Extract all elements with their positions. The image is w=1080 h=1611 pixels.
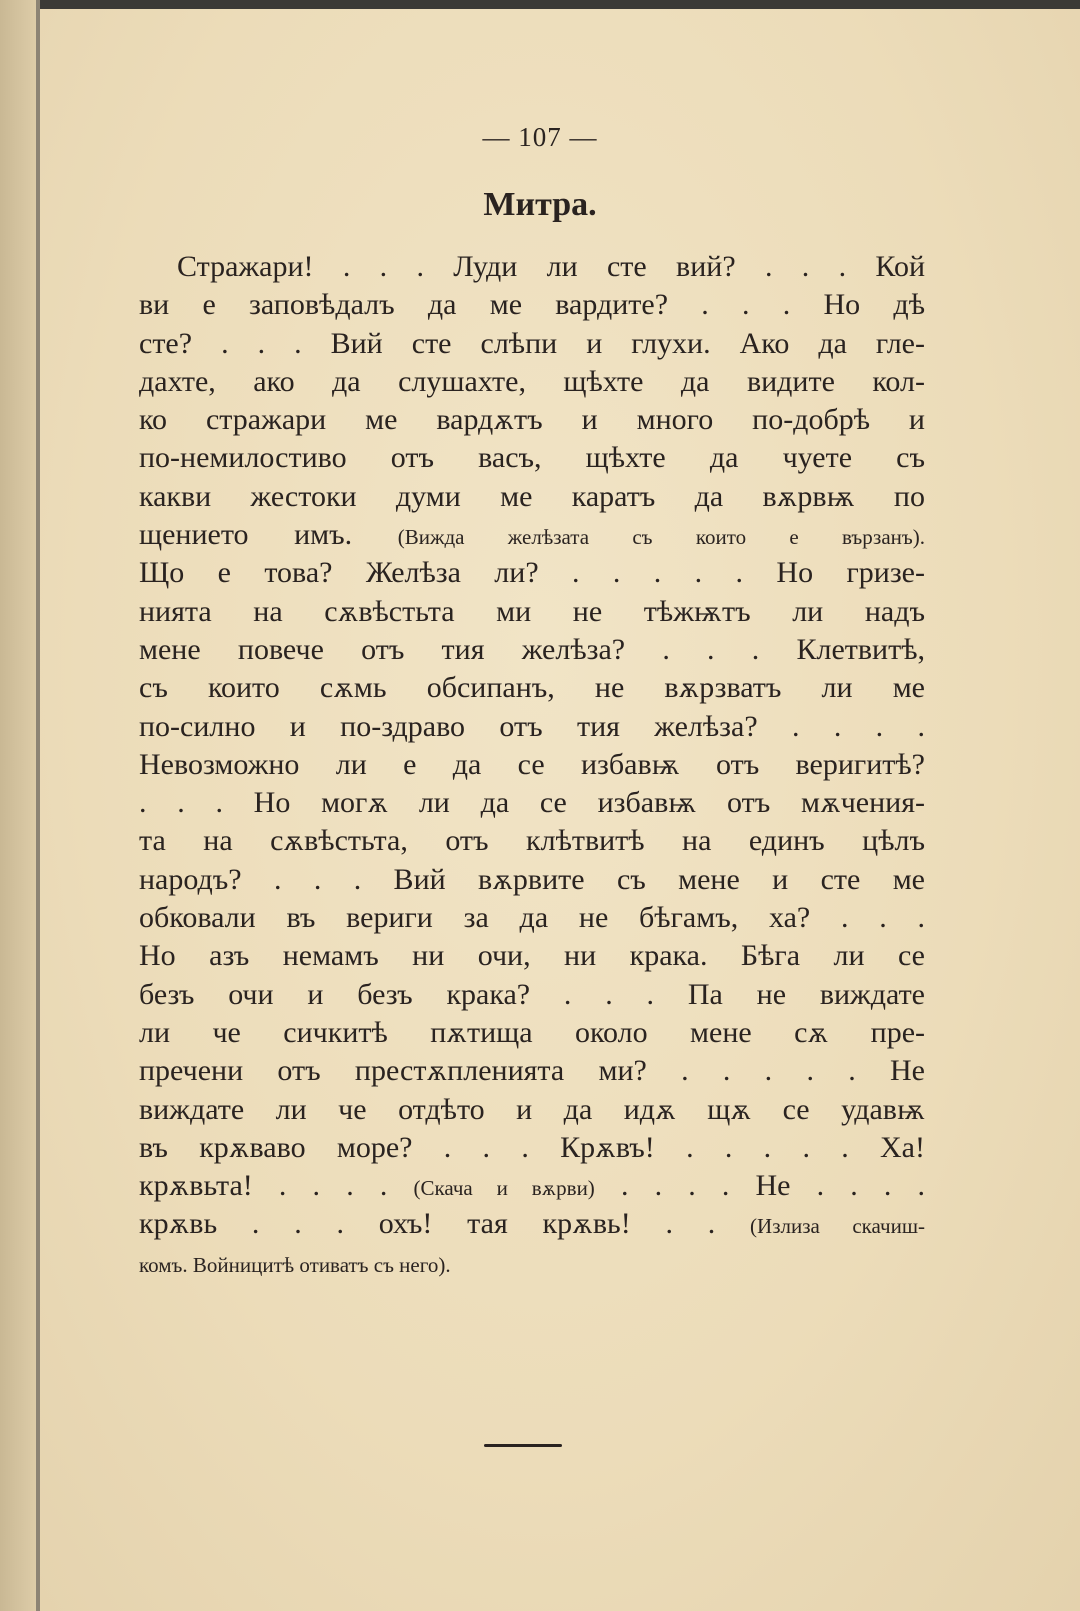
text-segment: съ които сѫмь обсипанъ, не вѫрзватъ ли ме [139, 671, 925, 705]
text-line [139, 669, 925, 707]
text-line [139, 822, 925, 860]
text-line [139, 516, 925, 554]
text-segment: пречени отъ престѫпленията ми? . . . . . Не [139, 1054, 925, 1088]
text-segment: сте? . . . Вий сте слѣпи и глухи. Ако да гле- [139, 326, 925, 360]
text-line [139, 401, 925, 439]
text-line [139, 325, 925, 363]
text-line [139, 976, 925, 1014]
text-segment: Но азъ немамъ ни очи, ни крака. Бѣга ли се [139, 939, 925, 973]
text-segment: ли че сичкитѣ пѫтища около мене сѫ пре- [139, 1015, 925, 1049]
page-number: — 107 — [482, 122, 598, 152]
text-line [139, 363, 925, 401]
text-line [139, 1244, 925, 1282]
text-segment: виждате ли че отдѣто и да идѫ щѫ се удавѭ [139, 1092, 925, 1126]
text-segment: та на сѫвѣстьта, отъ клѣтвитѣ на единъ цѣлъ [139, 824, 925, 858]
text-segment: народъ? . . . Вий вѫрвите съ мене и сте ме [139, 862, 925, 896]
text-segment: безъ очи и безъ крака? . . . Па не виждате [139, 977, 925, 1011]
scan-top-edge [0, 0, 1080, 9]
text-segment: по-силно и по-здраво отъ тия желѣза? . . . . [139, 709, 925, 743]
text-line [139, 708, 925, 746]
text-segment: какви жестоки думи ме каратъ да вѫрвѭ по [139, 479, 925, 513]
text-segment: . . . . Не . . . . [620, 1169, 925, 1203]
text-segment: по-немилостиво отъ васъ, щѣхте да чуете съ [139, 441, 925, 475]
text-line [139, 1167, 925, 1205]
text-segment: въ крѫваво море? . . . Крѫвъ! . . . . . Ха! [139, 1130, 925, 1164]
text-line [139, 1129, 925, 1167]
text-segment: ко стражари ме вардѫтъ и много по-добрѣ и [139, 403, 925, 437]
text-segment: Що е това? Желѣза ли? . . . . . Но гризе- [139, 556, 925, 590]
text-line [139, 439, 925, 477]
text-segment: ви е заповѣдалъ да ме вардите? . . . Но дѣ [139, 288, 925, 322]
book-spine [0, 0, 36, 1611]
section-title: Митра. [483, 186, 597, 223]
text-line [139, 478, 925, 516]
text-line [139, 248, 925, 286]
text-line [139, 937, 925, 975]
stage-direction: (Скача и вѫрви) [413, 1176, 595, 1201]
text-segment: Стражари! . . . Луди ли сте вий? . . . Кой [177, 250, 925, 283]
text-line [139, 899, 925, 937]
text-line [139, 1014, 925, 1052]
text-line [139, 286, 925, 324]
text-segment: крѫвь . . . охъ! тая крѫвь! . . [139, 1207, 716, 1241]
text-line [139, 1052, 925, 1090]
text-segment: Невозможно ли е да се избавѭ отъ веригитѣ? [139, 747, 925, 781]
text-segment: дахте, ако да слушахте, щѣхте да видите кол- [139, 364, 925, 398]
text-segment: щението имъ. [139, 518, 353, 552]
text-segment: . . . Но могѫ ли да се избавѭ отъ мѫчения- [139, 786, 925, 820]
body-text [139, 248, 925, 1282]
stage-direction: (Вижда желѣзата съ които е вързанъ). [397, 525, 926, 550]
text-line [139, 631, 925, 669]
text-line [139, 1205, 925, 1243]
page-edge-line [36, 0, 40, 1611]
text-segment: обковали въ вериги за да не бѣгамъ, ха? . . . [139, 901, 925, 935]
stage-direction: (Излиза скачиш- [750, 1214, 925, 1239]
text-line [139, 746, 925, 784]
text-line [139, 861, 925, 899]
text-segment: нията на сѫвѣстьта ми не тѣжѭтъ ли надъ [139, 594, 925, 628]
end-rule [484, 1444, 562, 1447]
stage-direction: комъ. Войницитѣ отиватъ съ него). [139, 1252, 451, 1277]
text-line [139, 554, 925, 592]
text-line [139, 593, 925, 631]
text-segment: крѫвьта! . . . . [139, 1169, 388, 1203]
text-line [139, 1091, 925, 1129]
text-line [139, 784, 925, 822]
text-segment: мене повече отъ тия желѣза? . . . Клетвитѣ, [139, 632, 925, 666]
